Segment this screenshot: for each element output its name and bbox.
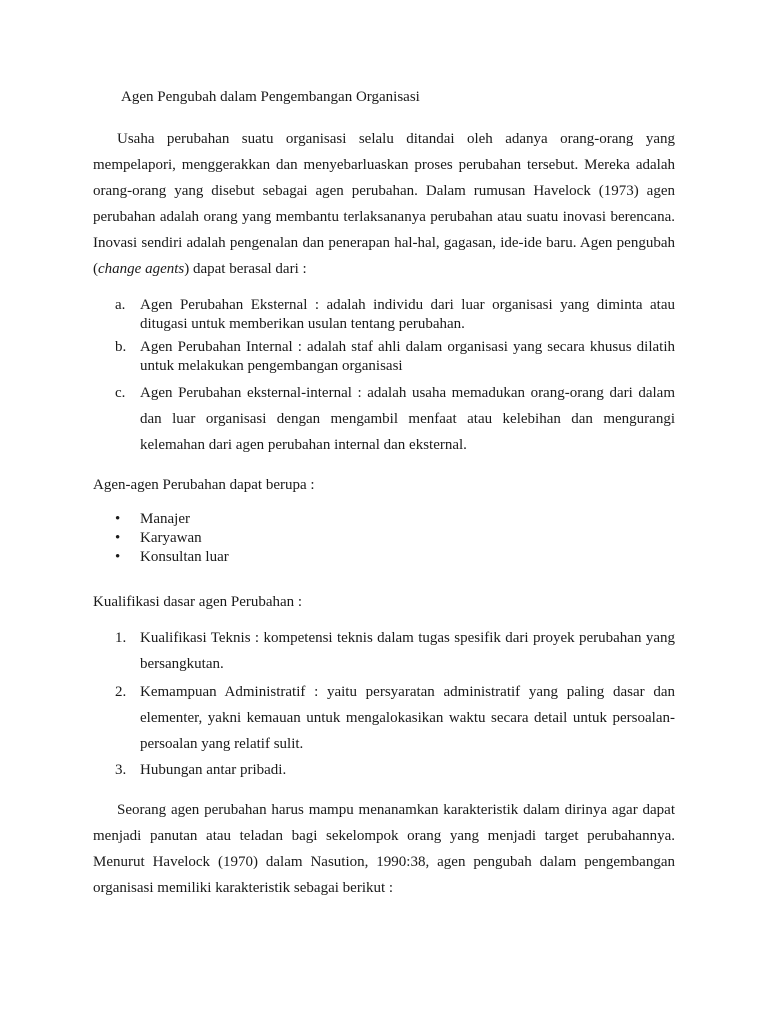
intro-text: Usaha perubahan suatu organisasi selalu ditandai oleh adanya orang-orang yang mempelapori, menggerakkan dan menyebarluaskan proses perubahan tersebut. Mereka adalah orang-orang yang disebut sebagai agen perubahan. Dalam rumusan Havelock (1973) agen perubahan adalah orang yang membantu terlaksananya perubahan atau suatu inovasi berencana. Inovasi sendiri adalah pengenalan dan penerapan hal-hal, gagasan, ide-ide baru. Agen pengubah ( [93, 131, 675, 277]
list-item [93, 548, 675, 567]
list-item-text: Agen Perubahan Eksternal : adalah individu dari luar organisasi yang diminta atau ditugasi untuk memberikan usulan tentang perubahan. [140, 297, 675, 332]
list-item-text: Manajer [140, 511, 190, 527]
list-item [93, 296, 675, 334]
list-marker: c. [115, 385, 126, 401]
list-item [93, 338, 675, 376]
page-title: Agen Pengubah dalam Pengembangan Organisasi [121, 89, 420, 105]
list-item [93, 679, 675, 757]
list-item-text: Kualifikasi Teknis : kompetensi teknis dalam tugas spesifik dari proyek perubahan yang bersangkutan. [140, 630, 675, 672]
list-item-text: Kemampuan Administratif : yaitu persyaratan administratif yang paling dasar dan elementer, yakni kemauan untuk mengalokasikan waktu secara detail untuk persoalan-persoalan yang relatif sulit. [140, 684, 675, 752]
list-item [93, 529, 675, 548]
list-item [93, 380, 675, 458]
bullet-icon: • [115, 549, 121, 565]
qualifications-list [93, 625, 675, 783]
list-marker: b. [115, 339, 127, 355]
forms-list [93, 510, 675, 567]
list-marker: 3. [115, 762, 127, 778]
list-item-text: Agen Perubahan Internal : adalah staf ahli dalam organisasi yang secara khusus dilatih untuk melakukan pengembangan organisasi [140, 339, 675, 374]
list-marker: 2. [115, 684, 127, 700]
document-page [93, 86, 675, 901]
list-item-text: Agen Perubahan eksternal-internal : adalah usaha memadukan orang-orang dari dalam dan luar organisasi dengan mengambil menfaat atau kelebihan dan mengurangi kelemahan dari agen perubahan internal dan eksternal. [140, 385, 675, 453]
list-marker: a. [115, 297, 126, 313]
list-marker: 1. [115, 630, 127, 646]
closing-paragraph: Seorang agen perubahan harus mampu menanamkan karakteristik dalam dirinya agar dapat menjadi panutan atau teladan bagi sekelompok orang yang menjadi target perubahannya. Menurut Havelock (1970) dalam Nasution, 1990:38, agen pengubah dalam pengembangan organisasi memiliki karakteristik sebagai berikut : [93, 802, 675, 896]
list-item-text: Karyawan [140, 530, 202, 546]
intro-text-end: ) dapat berasal dari : [184, 261, 307, 277]
agent-types-list [93, 296, 675, 458]
list-item [93, 510, 675, 529]
forms-heading: Agen-agen Perubahan dapat berupa : [93, 477, 315, 493]
list-item [93, 625, 675, 677]
list-item [93, 757, 675, 783]
intro-paragraph [93, 126, 675, 282]
bullet-icon: • [115, 530, 121, 546]
list-item-text: Konsultan luar [140, 549, 229, 565]
list-item-text: Hubungan antar pribadi. [140, 762, 287, 778]
intro-italic-term: change agents [98, 261, 185, 277]
bullet-icon: • [115, 511, 121, 527]
qualifications-heading: Kualifikasi dasar agen Perubahan : [93, 594, 303, 610]
